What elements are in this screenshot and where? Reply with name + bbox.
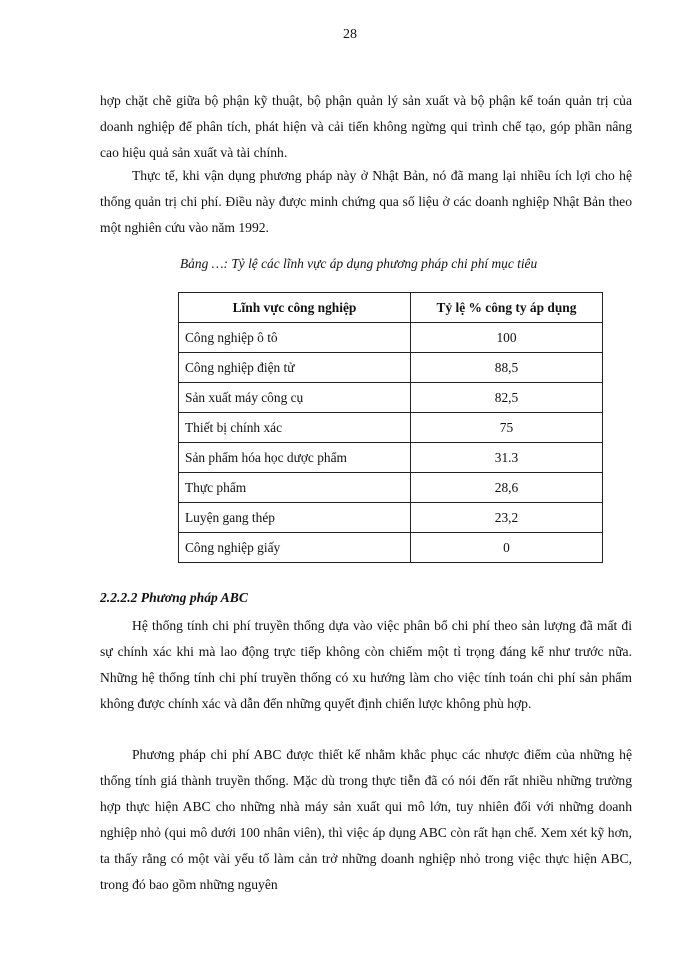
section-heading: 2.2.2.2 Phương pháp ABC [100, 590, 248, 605]
cell-industry: Luyện gang thép [179, 503, 411, 533]
table-row [179, 323, 603, 353]
table-row [179, 353, 603, 383]
cell-industry: Sản phẩm hóa học dược phẩm [179, 443, 411, 473]
table-caption: Bảng …: Tỷ lệ các lĩnh vực áp dụng phương pháp chi phí mục tiêu [180, 256, 538, 271]
cell-industry: Thực phẩm [179, 473, 411, 503]
paragraph-traditional-costing: Hệ thống tính chi phí truyền thống dựa vào việc phân bổ chi phí theo sản lượng đã mất đi sự chính xác khi mà lao động trực tiếp không còn chiếm một tỉ trọng đáng kể như trước nữa. Những hệ thống tính chi phí truyền thống có xu hướng làm cho việc tính toán chi phí sản phẩm không được chính xác và dẫn đến những quyết định chiến lược không phù hợp. [100, 618, 632, 711]
paragraph-abc-method: Phương pháp chi phí ABC được thiết kế nhằm khắc phục các nhược điểm của những hệ thống tính giá thành truyền thống. Mặc dù trong thực tiễn đã có nói đến rất nhiều những trường hợp thực hiện ABC cho những nhà máy sản xuất qui mô lớn, tuy nhiên đối với những doanh nghiệp nhỏ (qui mô dưới 100 nhân viên), thì việc áp dụng ABC còn rất hạn chế. Xem xét kỹ hơn, ta thấy rằng có một vài yếu tố làm cản trở những doanh nghiệp nhỏ trong việc thực hiện ABC, trong đó bao gồm những nguyên [100, 747, 632, 892]
table-row [179, 533, 603, 563]
table-header-row [179, 293, 603, 323]
cell-percentage: 75 [411, 413, 603, 443]
cell-percentage: 23,2 [411, 503, 603, 533]
table-row [179, 503, 603, 533]
table-row [179, 473, 603, 503]
cell-percentage: 88,5 [411, 353, 603, 383]
cell-industry: Công nghiệp ô tô [179, 323, 411, 353]
page-number: 28 [343, 27, 357, 42]
cell-industry: Sản xuất máy công cụ [179, 383, 411, 413]
cell-industry: Công nghiệp điện tử [179, 353, 411, 383]
cell-percentage: 0 [411, 533, 603, 563]
cell-percentage: 28,6 [411, 473, 603, 503]
header-industry: Lĩnh vực công nghiệp [179, 293, 411, 323]
paragraph-continuation: hợp chặt chẽ giữa bộ phận kỹ thuật, bộ phận quản lý sản xuất và bộ phận kế toán quản trị của doanh nghiệp để phân tích, phát hiện và cải tiến không ngừng qui trình chế tạo, góp phần nâng cao hiệu quả sản xuất và tài chính. [100, 93, 632, 160]
table-row [179, 383, 603, 413]
header-percentage: Tỷ lệ % công ty áp dụng [411, 293, 603, 323]
cell-industry: Công nghiệp giấy [179, 533, 411, 563]
industry-adoption-table [178, 292, 603, 563]
table-row [179, 443, 603, 473]
cell-percentage: 31.3 [411, 443, 603, 473]
cell-industry: Thiết bị chính xác [179, 413, 411, 443]
cell-percentage: 100 [411, 323, 603, 353]
paragraph-japan-practice: Thực tế, khi vận dụng phương pháp này ở Nhật Bản, nó đã mang lại nhiều ích lợi cho hệ thống quản trị chi phí. Điều này được minh chứng qua số liệu ở các doanh nghiệp Nhật Bản theo một nghiên cứu vào năm 1992. [100, 168, 632, 235]
table-row [179, 413, 603, 443]
cell-percentage: 82,5 [411, 383, 603, 413]
